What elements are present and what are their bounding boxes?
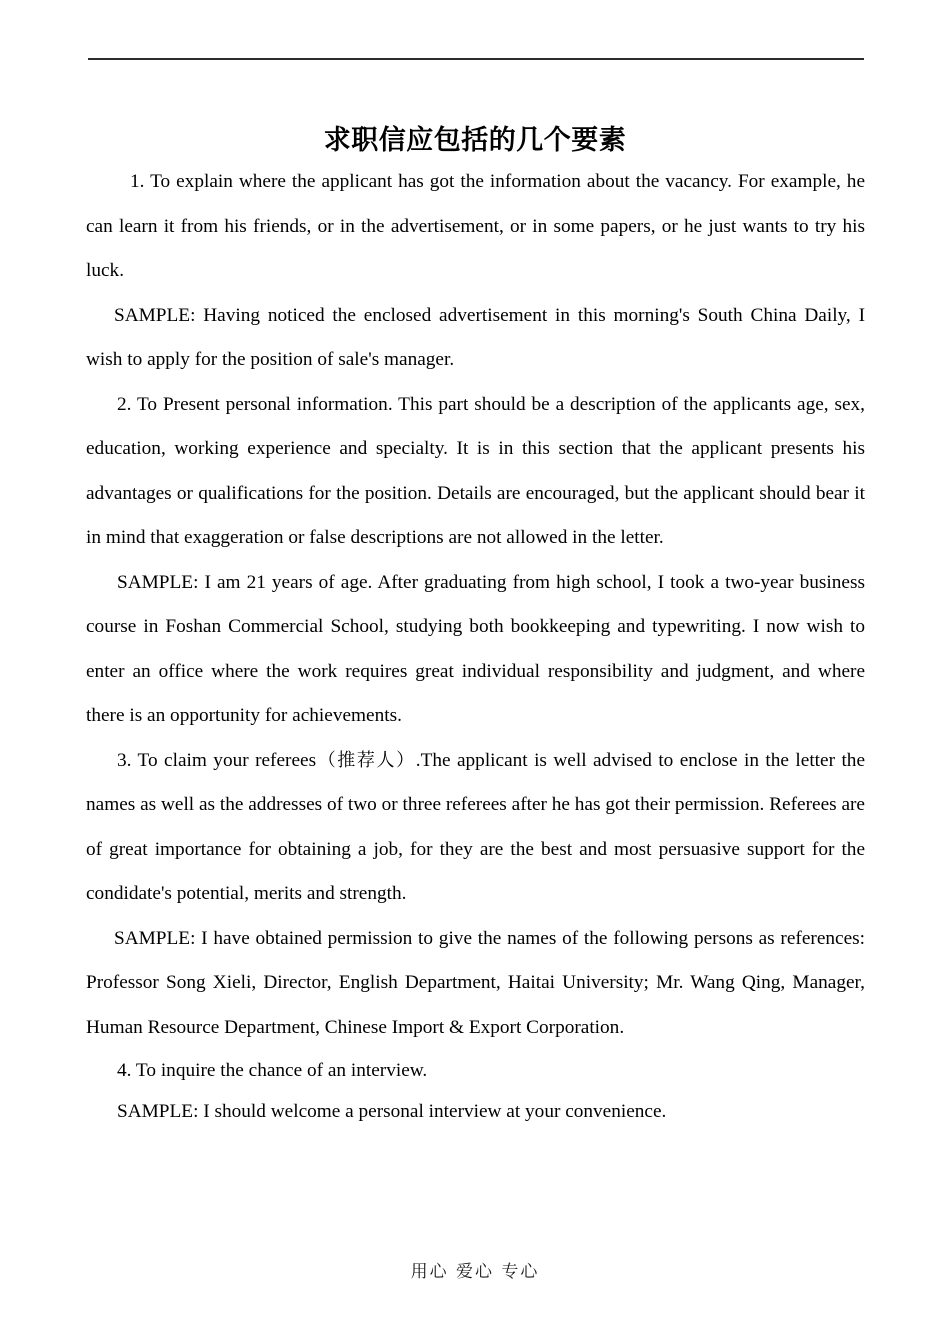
paragraph-sample-2: SAMPLE: I am 21 years of age. After graduating from high school, I took a two-year business course in Foshan Commercial School, studying both bookkeeping and typewriting. I now wish to enter an office where the work requires great individual responsibility and judgment, and where there is an opportunity for achievements.: [86, 571, 865, 726]
page-footer: 用心 爱心 专心: [410, 1262, 540, 1282]
header-divider: [88, 58, 864, 66]
point-3-text-before: 3. To claim your referees: [117, 749, 317, 771]
paragraph-sample-1: SAMPLE: Having noticed the enclosed advertisement in this morning's South China Daily, I wish to apply for the position of sale's manager.: [86, 304, 865, 370]
paragraph-sample-3: SAMPLE: I have obtained permission to give the names of the following persons as references: Professor Song Xieli, Director, English Department, Haitai University; Mr. Wang Qing, Manager, Human Resource Department, Chinese Import & Export Corporation.: [86, 927, 865, 1038]
document-body: [86, 160, 865, 1132]
page-title: 求职信应包括的几个要素: [323, 125, 627, 156]
paragraph-sample-4: SAMPLE: I should welcome a personal interview at your convenience.: [117, 1101, 667, 1122]
paragraph-point-4: 4. To inquire the chance of an interview.: [117, 1060, 428, 1081]
paragraph-point-1: 1. To explain where the applicant has got the information about the vacancy. For example, he can learn it from his friends, or in the advertisement, or in some papers, or he just wants to try his luck.: [86, 171, 865, 281]
paragraph-point-2: 2. To Present personal information. This part should be a description of the applicants age, sex, education, working experience and specialty. It is in this section that the applicant presents his advantages or qualifications for the position. Details are encouraged, but the applicant should bear it in mind that exaggeration or false descriptions are not allowed in the letter.: [86, 393, 865, 548]
horizontal-rule: [88, 58, 864, 60]
paragraph-point-3: [86, 739, 865, 917]
point-3-text-after: .The applicant is well advised to enclose in the letter the names as well as the addresses of two or three referees after he has got their permission. Referees are of great importance for obtaining a job, for they are the best and most persuasive support for the condidate's potential, merits and strength.: [86, 749, 866, 904]
point-3-cjk-gloss: （推荐人）: [316, 749, 416, 771]
